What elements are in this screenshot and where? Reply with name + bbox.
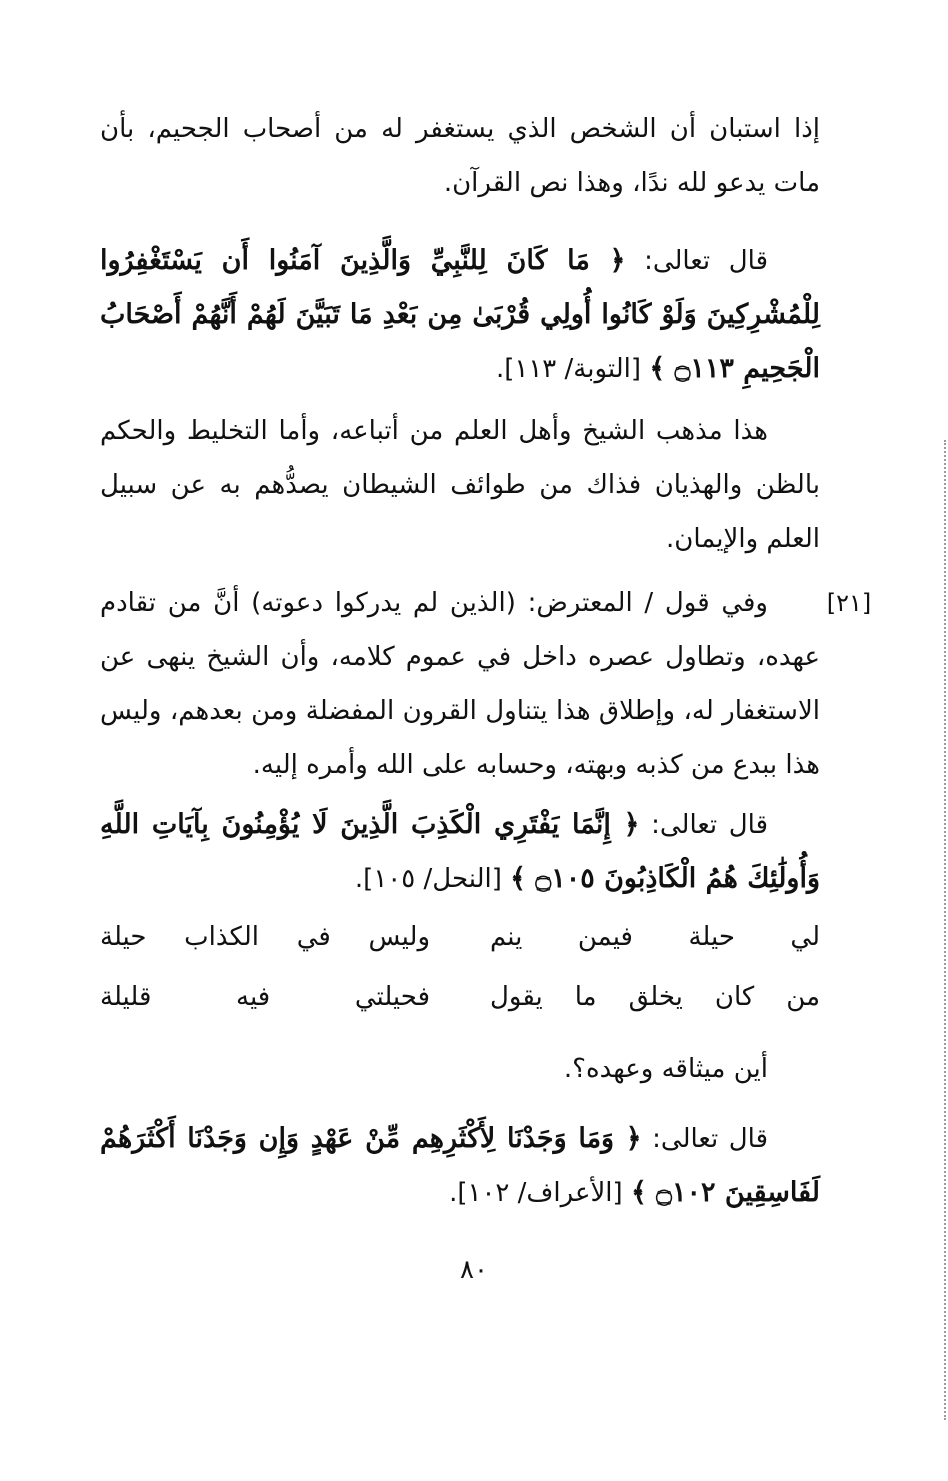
margin-section-number: [٢١] [826, 589, 872, 617]
paragraph-3 [100, 404, 820, 566]
poem-second-hemistich: وليس في الكذاب حيلة [100, 922, 430, 952]
paragraph-3-text: هذا مذهب الشيخ وأهل العلم من أتباعه، وأما التخليط والحكم بالظن والهذيان فذاك من طوائف الشيطان يصدُّهم به عن سبيل العلم والإيمان. [100, 416, 820, 554]
page-number: ٨٠ [460, 1255, 488, 1285]
poem-second-hemistich: فحيلتي فيه قليلة [100, 982, 430, 1012]
paragraph-2-quran-quote [100, 234, 820, 396]
verse-reference: [الأعراف/ ١٠٢]. [449, 1178, 623, 1208]
quote-intro: قال تعالى: [652, 1124, 769, 1154]
poem-first-hemistich: من كان يخلق ما يقول [490, 982, 820, 1012]
paragraph-7-quran-quote [100, 1112, 820, 1220]
quote-intro: قال تعالى: [644, 246, 768, 276]
paragraph-6 [100, 1042, 820, 1096]
paragraph-4-text: وفي قول / المعترض: (الذين لم يدركوا دعوته) أنَّ من تقادم عهده، وتطاول عصره داخل في عموم كلامه، وأن الشيخ ينهى عن الاستغفار له، وإطلاق هذا يتناول القرون المفضلة ومن بعدهم، وليس هذا ببدع من كذبه وبهته، وحسابه على الله وأمره إليه. [100, 588, 820, 780]
quran-verse: ﴿ مَا كَانَ لِلنَّبِيِّ وَالَّذِينَ آمَنُوا أَن يَسْتَغْفِرُوا لِلْمُشْرِكِينَ وَلَوْ كَانُوا أُولِي قُرْبَىٰ مِن بَعْدِ مَا تَبَيَّنَ لَهُمْ أَنَّهُمْ أَصْحَابُ الْجَحِيمِ ۝١١٣ ﴾ [100, 245, 820, 384]
poem-verse-1 [100, 910, 820, 964]
paragraph-1 [100, 102, 820, 210]
paragraph-5-quran-quote [100, 798, 820, 906]
paragraph-6-text: أين ميثاقه وعهده؟. [563, 1054, 768, 1084]
verse-reference: [النحل/ ١٠٥]. [354, 864, 502, 894]
quran-verse: ﴿ وَمَا وَجَدْنَا لِأَكْثَرِهِم مِّنْ عَهْدٍ وَإِن وَجَدْنَا أَكْثَرَهُمْ لَفَاسِقِينَ ۝١٠٢ ﴾ [100, 1123, 820, 1208]
paragraph-1-text: إذا استبان أن الشخص الذي يستغفر له من أصحاب الجحيم، بأن مات يدعو لله ندًا، وهذا نص القرآن. [100, 114, 820, 198]
verse-reference: [التوبة/ ١١٣]. [495, 354, 642, 384]
poem-verse-2 [100, 970, 820, 1024]
quran-verse: ﴿ إِنَّمَا يَفْتَرِي الْكَذِبَ الَّذِينَ لَا يُؤْمِنُونَ بِآيَاتِ اللَّهِ وَأُولَٰئِكَ هُمُ الْكَاذِبُونَ ۝١٠٥ ﴾ [100, 809, 820, 894]
poem-first-hemistich: لي حيلة فيمن ينم [490, 922, 820, 952]
paragraph-4 [100, 576, 820, 792]
quote-intro: قال تعالى: [651, 810, 769, 840]
